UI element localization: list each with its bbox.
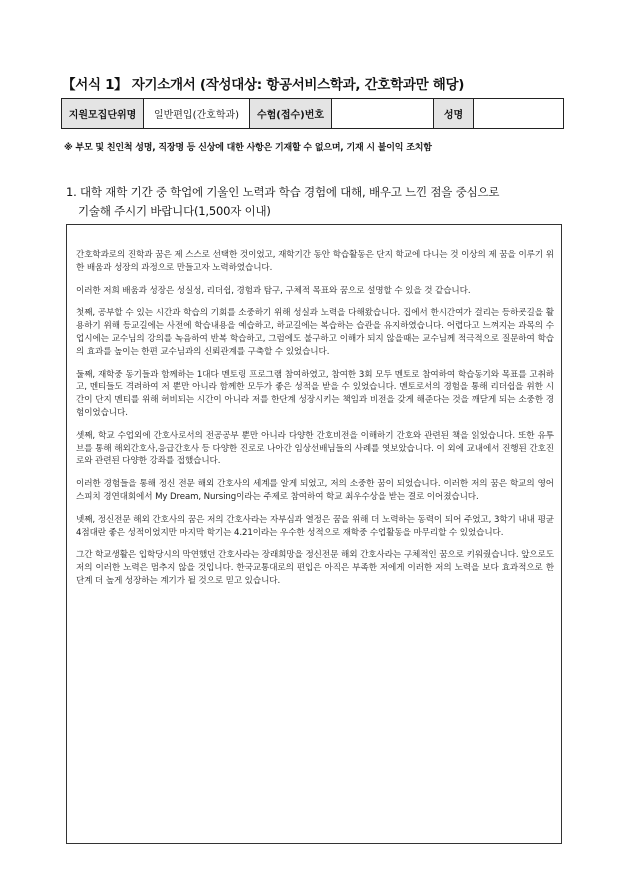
question-prompt xyxy=(66,183,566,221)
essay-paragraph: 그간 학교생활은 입학당시의 막연했던 간호사라는 장래희망을 정신전문 해외 간호사라는 구체적인 꿈으로 키워줬습니다. 앞으로도 저의 이러한 노력은 멈추지 않을 것입니다. 한국교통대로의 편입은 아직은 부족한 저에게 이러한 저의 노력을 보다 효과적으로 한단계 더 높게 성장하는 계기가 될 것으로 믿고 있습니다. xyxy=(76,550,554,586)
applicant-info-table xyxy=(61,98,564,129)
exam-number-field[interactable] xyxy=(332,99,434,129)
essay-paragraph: 둘째, 재학중 동기들과 함께하는 1대다 멘토링 프로그램 참여하였고, 참여한 3회 모두 멘토로 참여하여 학습동기와 목표를 고취하고, 멘티들도 격려하여 저 뿐만 아니라 함께한 모두가 좋은 성적을 받을 수 있었습니다. 멘토로서의 경험을 통해 리더쉽을 위한 시간이 단지 멘티를 위해 허비되는 시간이 아니라 저를 한단계 성장시키는 책임과 비전을 갖게 해준다는 것을 깨닫게 되는 소중한 경험이었습니다. xyxy=(76,369,554,418)
question-line-1: 1. 대학 재학 기간 중 학업에 기울인 노력과 학습 경험에 대해, 배우고 느낀 점을 중심으로 xyxy=(66,185,500,199)
essay-paragraph: 첫째, 공부할 수 있는 시간과 학습의 기회를 소중하기 위해 성실과 노력을 다해왔습니다. 집에서 한시간여가 걸리는 등하굣길을 활용하기 위해 등교길에는 사전에 학습내용을 예습하고, 하교길에는 복습하는 습관을 유지하였습니다. 어렵다고 느껴지는 과목의 수업시에는 교수님의 강의를 녹음하여 반복 학습하고, 그럼에도 불구하고 이해가 되지 않을때는 교수님께 적극적으로 질문하여 학습의 효과를 높이는 한편 교수님과의 신뢰관계를 구축할 수 있었습니다. xyxy=(76,308,554,357)
exam-number-label: 수험(접수)번호 xyxy=(250,99,332,129)
essay-text xyxy=(76,249,554,598)
unit-value[interactable]: 일반편입(간호학과) xyxy=(144,99,250,129)
essay-paragraph: 넷째, 정신전문 해외 간호사의 꿈은 저의 간호사라는 자부심과 열정은 꿈을 위해 더 노력하는 동력이 되어 주었고, 3학기 내내 평균 4점대란 좋은 성적이었지만 마지막 학기는 4.21이라는 우수한 성적으로 재학중 수업활동을 마무리할 수 있었습니다. xyxy=(76,514,554,538)
question-line-2: 기술해 주시기 바랍니다(1,500자 이내) xyxy=(78,204,271,218)
essay-paragraph: 이러한 경험들을 통해 정신 전문 해외 간호사의 세계를 알게 되었고, 저의 소중한 꿈이 되었습니다. 이러한 저의 꿈은 학교의 영어스피치 경연대회에서 My Dream, Nursing이라는 주제로 참여하여 학교 최우수상을 받는 결로 이어졌습니다. xyxy=(76,479,554,502)
essay-paragraph: 간호학과로의 진학과 꿈은 제 스스로 선택한 것이었고, 재학기간 동안 학습활동은 단지 학교에 다니는 것 이상의 제 꿈을 이루기 위한 배움과 성장의 과정으로 만들고자 노력하였습니다. xyxy=(76,250,554,273)
essay-paragraph: 셋째, 학교 수업외에 간호사로서의 전공공부 뿐만 아니라 다양한 간호비전을 이해하기 간호와 관련된 책을 읽었습니다. 또한 유투브를 통해 해외간호사,응급간호사 등 다양한 진로로 나아간 임상선배님들의 사례를 엿보았습니다. 이 외에 교내에서 진행된 간호진로와 관련된 다양한 강좌를 접했습니다. xyxy=(76,430,554,467)
form-title: 【서식 1】 자기소개서 (작성대상: 항공서비스학과, 간호학과만 해당) xyxy=(62,77,465,93)
essay-paragraph: 이러한 저희 배움과 성장은 성실성, 리더쉽, 경험과 탐구, 구체적 목표와 꿈으로 설명할 수 있을 것 같습니다. xyxy=(76,285,471,296)
name-field[interactable] xyxy=(474,99,564,129)
name-label: 성명 xyxy=(434,99,474,129)
unit-label: 지원모집단위명 xyxy=(62,99,144,129)
notice-text: ※ 부모 및 친인척 성명, 직장명 등 신상에 대한 사항은 기재할 수 없으며, 기재 시 불이익 조치함 xyxy=(64,143,432,153)
